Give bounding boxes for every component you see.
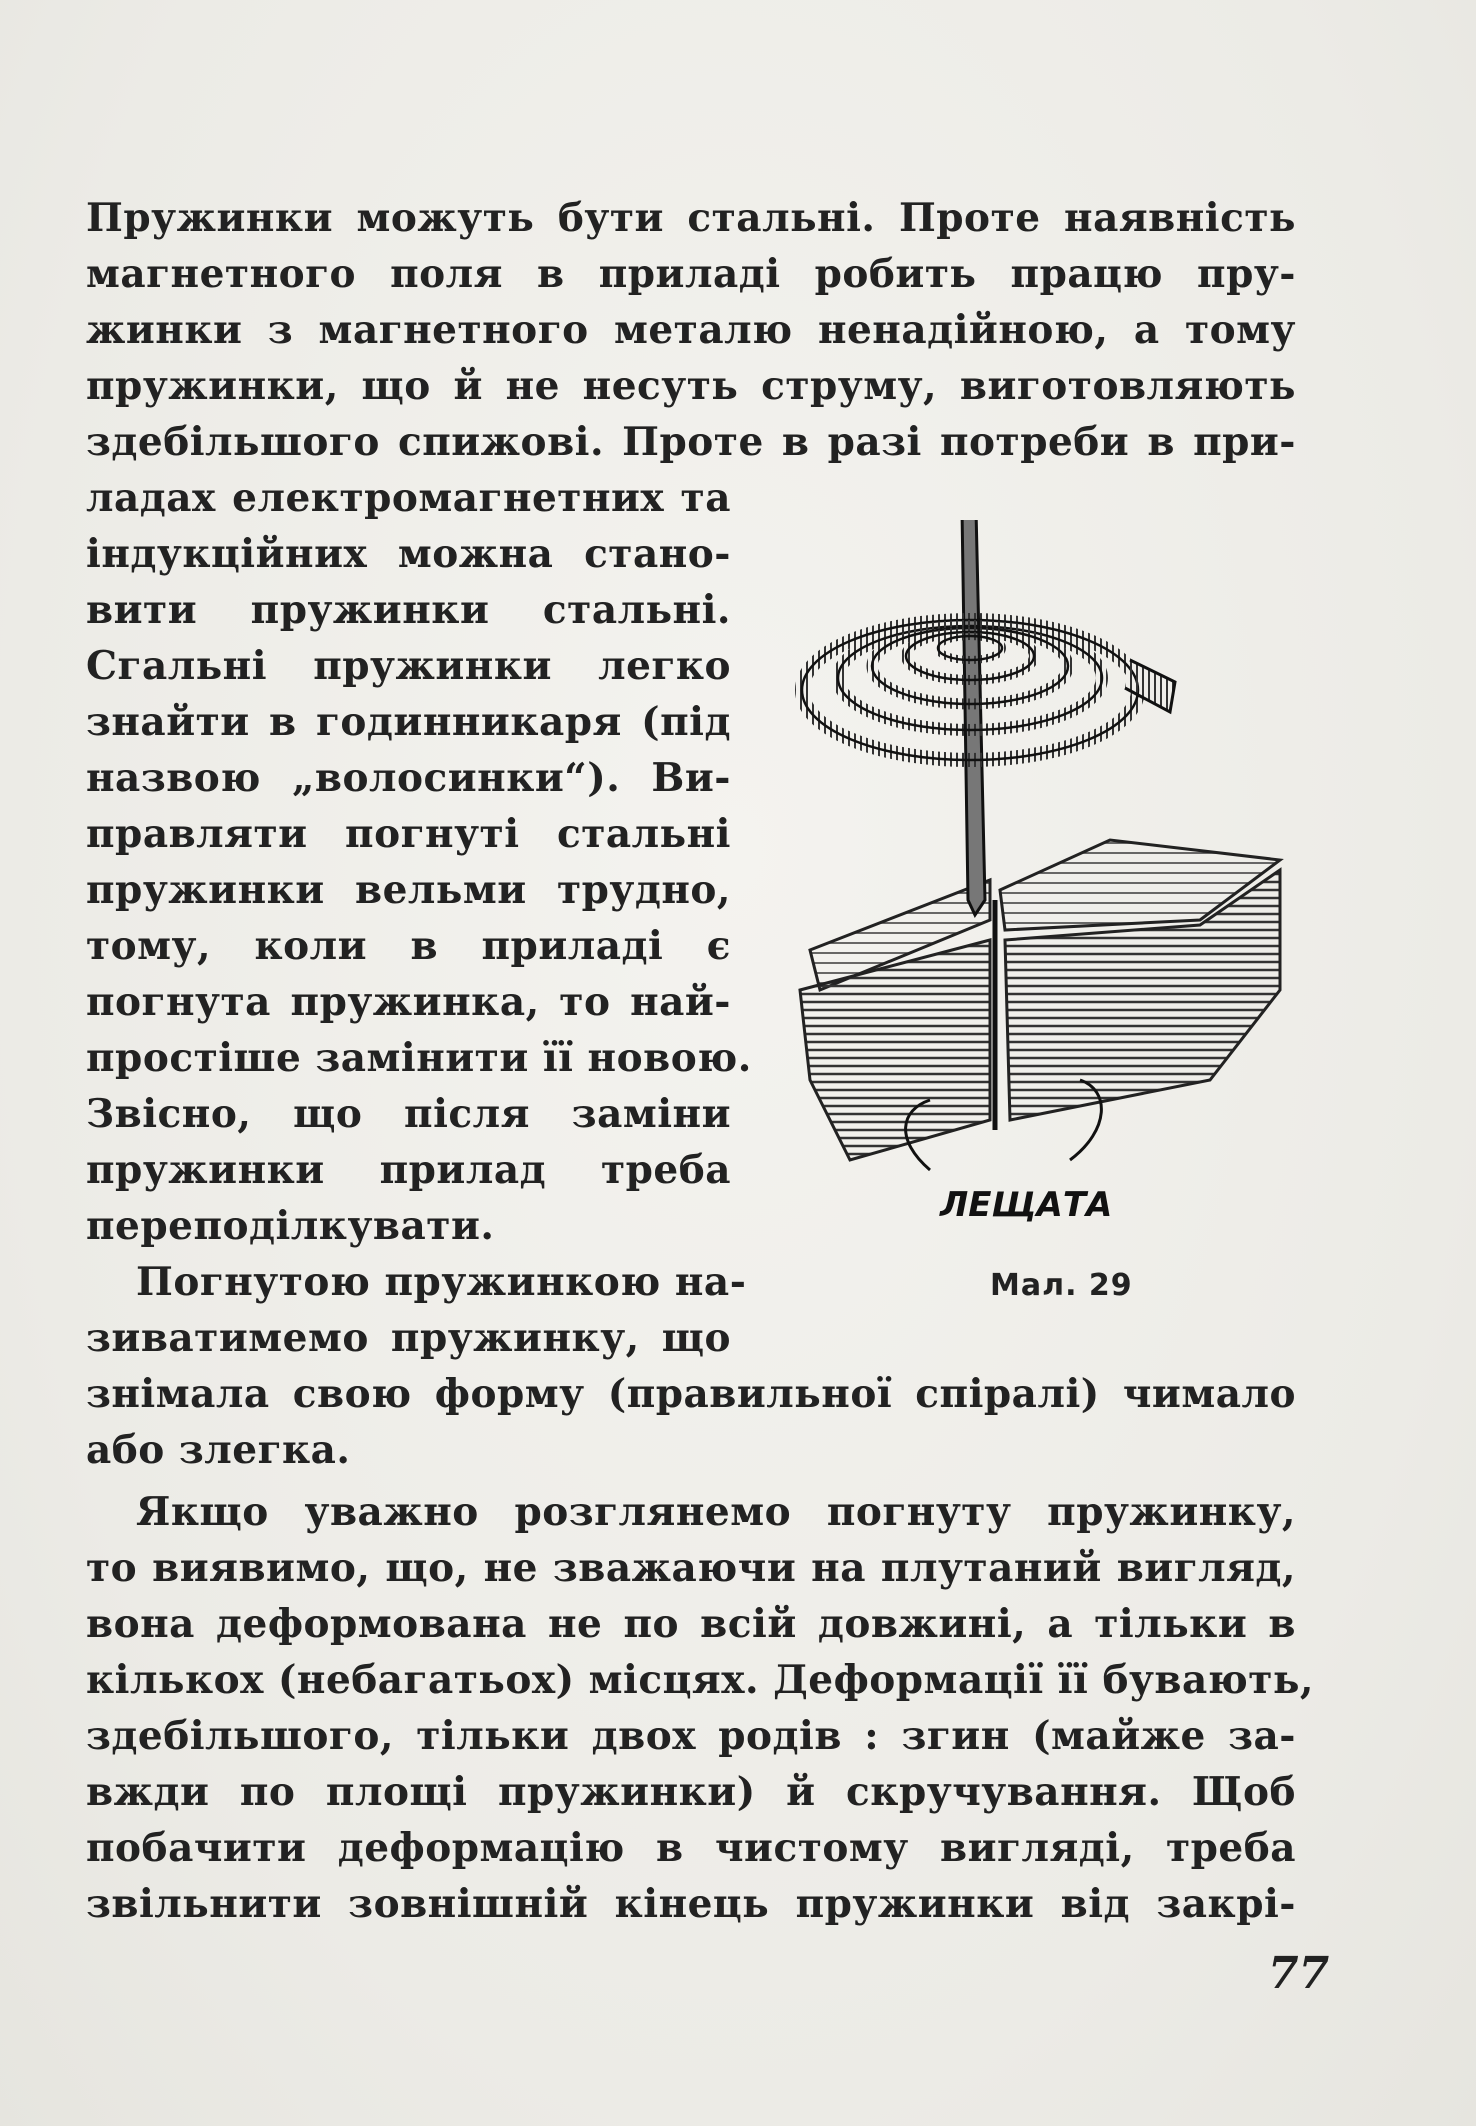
text-line: Сгальні пружинки легко [86, 643, 731, 689]
text-line: погнута пружинка, то най- [86, 979, 731, 1025]
text-line: пружинки, що й не несуть струму, виготовляють [86, 363, 1296, 409]
figure-caption: Мал. 29 [990, 1268, 1133, 1303]
text-line: здебільшого спижові. Проте в разі потреби в при- [86, 419, 1296, 465]
text-line: ладах електромагнетних та [86, 475, 731, 521]
text-line: жинки з магнетного металю ненадійною, а тому [86, 307, 1296, 353]
text-line: побачити деформацію в чистому вигляді, треба [86, 1825, 1296, 1871]
text-line: або злегка. [86, 1427, 351, 1473]
text-line: знайти в годинникаря (під [86, 699, 731, 745]
text-line: тому, коли в приладі є [86, 923, 731, 969]
text-line: звільнити зовнішній кінець пружинки від закрі- [86, 1881, 1296, 1927]
text-line: переподілкувати. [86, 1203, 495, 1249]
text-line: знімала свою форму (правильної спіралі) чимало [86, 1371, 1296, 1417]
text-line: вжди по площі пружинки) й скручування. Щоб [86, 1769, 1296, 1815]
text-line: Звісно, що після заміни [86, 1091, 731, 1137]
text-line: кількох (небагатьох) місцях. Деформації її бувають, [86, 1657, 1314, 1703]
text-line: то виявимо, що, не зважаючи на плутаний вигляд, [86, 1545, 1296, 1591]
text-line: правляти погнуті стальні [86, 811, 731, 857]
text-line: зиватимемо пружинку, що [86, 1315, 731, 1361]
spring-illustration [780, 520, 1300, 1240]
text-line: вити пружинки стальні. [86, 587, 731, 633]
text-line: Якщо уважно розглянемо погнуту пружинку, [136, 1489, 1296, 1535]
text-line: Пружинки можуть бути стальні. Проте наявність [86, 195, 1296, 241]
text-line: індукційних можна стано- [86, 531, 731, 577]
text-line: назвою „волосинки“). Ви- [86, 755, 731, 801]
vise-label: ЛЕЩАТА [940, 1185, 1113, 1225]
spiral-spring-shape [802, 620, 1175, 760]
vise-jaws-shape [800, 840, 1280, 1160]
text-line: пружинки прилад треба [86, 1147, 731, 1193]
text-line: простіше замінити її новою. [86, 1035, 752, 1081]
text-line: пружинки вельми трудно, [86, 867, 731, 913]
text-line: здебільшого, тільки двох родів : згин (майже за- [86, 1713, 1296, 1759]
text-line: Погнутою пружинкою на- [136, 1259, 747, 1305]
page-number: 77 [1268, 1948, 1330, 1999]
text-line: вона деформована не по всій довжині, а тільки в [86, 1601, 1296, 1647]
shaft-shape [962, 520, 985, 915]
text-line: магнетного поля в приладі робить працю пру- [86, 251, 1296, 297]
